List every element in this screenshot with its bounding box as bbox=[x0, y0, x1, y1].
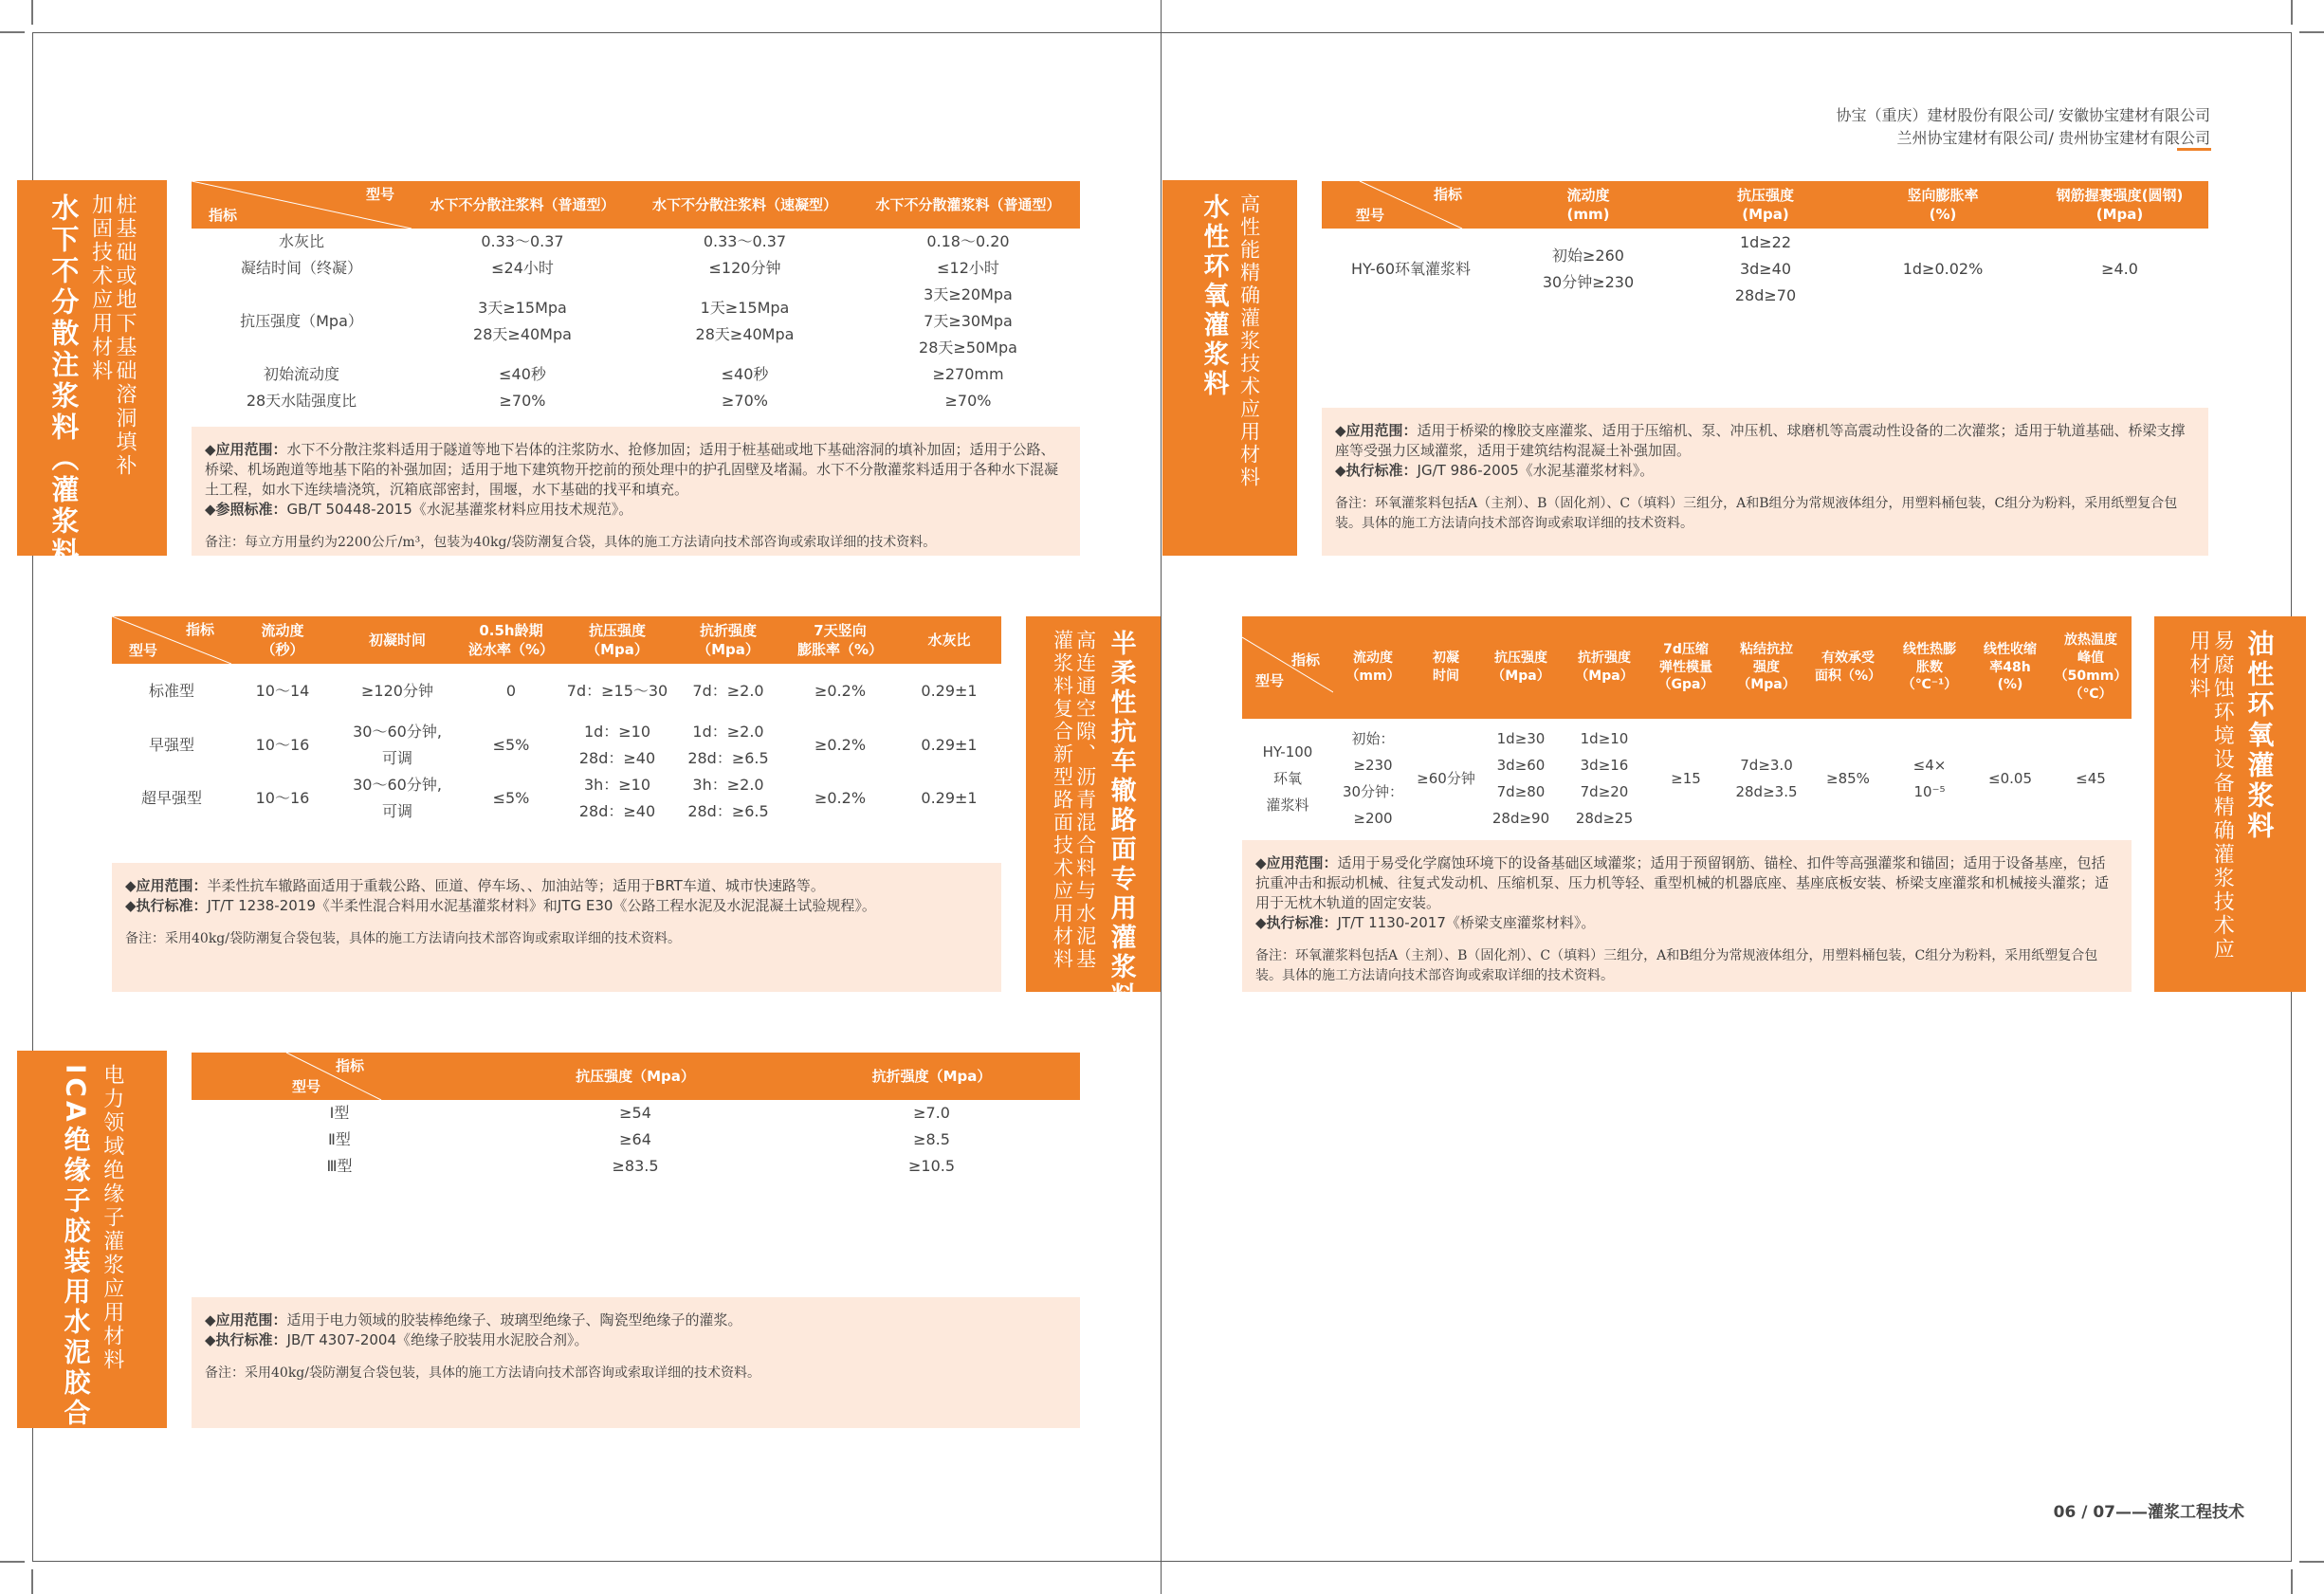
s2-cell: 3h：≥2.0 28d：≥6.5 bbox=[687, 776, 769, 820]
s3-col-2: 抗折强度（Mpa） bbox=[783, 1053, 1080, 1100]
s5-cell: ≤0.05 bbox=[1988, 770, 2032, 787]
s5-col-7: 有效承受 面积（%） bbox=[1807, 616, 1889, 719]
s5-col-1: 流动度 （mm） bbox=[1333, 616, 1413, 719]
s1-cell: 0.33～0.37 bbox=[703, 232, 787, 250]
s4-col-1: 流动度 (mm) bbox=[1500, 181, 1676, 229]
s5-col-6: 粘结抗拉 强度 （Mpa） bbox=[1726, 616, 1807, 719]
s1-row-label: 抗压强度（Mpa） bbox=[240, 312, 363, 330]
s1-std-text: GB/T 50448-2015《水泥基灌浆材料应用技术规范》。 bbox=[286, 501, 633, 518]
s1-cell: 3天≥15Mpa 28天≥40Mpa bbox=[473, 299, 572, 343]
s4-subtitle: 高性能精确灌浆技术应用材料 bbox=[1237, 193, 1261, 489]
s5-col-9: 线性收缩 率48h (%) bbox=[1970, 616, 2050, 719]
s1-cell: ≥70% bbox=[722, 392, 768, 410]
s3-cell: ≥64 bbox=[619, 1130, 651, 1148]
s1-app-text: 水下不分散注浆料适用于隧道等地下岩体的注浆防水、抢修加固；适用于桩基础或地下基础溶洞的填补加固；适用于公路、桥梁、机场跑道等地基下陷的补强加固；适用于地下建筑物开挖前的预处理中的护孔固壁及堵漏。水下不分散灌浆料适用于各种水下混凝土工程，如水下连续墙浇筑，沉箱底部密封，围堰，水下基础的找平和填充。 bbox=[205, 441, 1059, 498]
s5-cell: 1d≥30 3d≥60 7d≥80 28d≥90 bbox=[1491, 730, 1550, 827]
s1-subtitle: 桩基础或地下基础溶洞填补 加固技术应用材料 bbox=[88, 193, 137, 478]
company-line-1: 协宝（重庆）建材股份有限公司/ 安徽协宝建材有限公司 bbox=[1836, 106, 2210, 124]
s2-cell: 3h：≥10 28d：≥40 bbox=[578, 776, 656, 820]
s1-table bbox=[192, 181, 1080, 414]
s3-subtitle: 电力领域绝缘子灌浆应用材料 bbox=[100, 1064, 124, 1372]
crop-mark bbox=[2299, 1561, 2324, 1563]
s5-cell: ≥85% bbox=[1826, 770, 1870, 787]
s5-col-8: 线性热膨 胀数 （℃⁻¹） bbox=[1889, 616, 1970, 719]
s4-app-label: ◆应用范围： bbox=[1335, 422, 1418, 439]
s1-row-label: 28天水陆强度比 bbox=[246, 392, 357, 410]
s1-title-block bbox=[17, 180, 167, 600]
s5-title-block bbox=[2154, 616, 2306, 992]
s5-cell: 1d≥10 3d≥16 7d≥20 28d≥25 bbox=[1575, 730, 1634, 827]
s2-col-5: 抗折强度 （Mpa） bbox=[673, 616, 783, 664]
s2-row-label: 早强型 bbox=[148, 736, 194, 754]
s5-std-text: JT/T 1130-2017《桥梁支座灌浆材料》。 bbox=[1337, 914, 1596, 931]
s1-app-label: ◆应用范围： bbox=[205, 441, 287, 458]
s3-corner-bottom: 型号 bbox=[292, 1077, 321, 1095]
s5-corner-top: 指标 bbox=[1290, 651, 1320, 669]
s3-title: ICA绝缘子胶装用水泥胶合剂 bbox=[60, 1064, 92, 1459]
s2-app-label: ◆应用范围： bbox=[125, 877, 208, 894]
s4-title: 水性环氧灌浆料 bbox=[1199, 193, 1229, 399]
s2-cell: 7d：≥15～30 bbox=[566, 682, 668, 700]
s4-std-text: JG/T 986-2005《水泥基灌浆材料》。 bbox=[1417, 462, 1655, 479]
s2-cell: ≤5% bbox=[492, 789, 530, 807]
s1-cell: ≤40秒 bbox=[499, 365, 546, 383]
s1-cell: ≤12小时 bbox=[937, 259, 999, 277]
s1-cell: ≥70% bbox=[499, 392, 546, 410]
crop-mark bbox=[2299, 31, 2324, 33]
s3-cell: ≥8.5 bbox=[913, 1130, 950, 1148]
s1-col-1: 水下不分散注浆料（普通型） bbox=[412, 181, 633, 229]
s3-app-text: 适用于电力领域的胶装棒绝缘子、玻璃型绝缘子、陶瓷型绝缘子的灌浆。 bbox=[286, 1311, 742, 1328]
s3-app-label: ◆应用范围： bbox=[205, 1311, 287, 1328]
s2-cell: 0.29±1 bbox=[921, 736, 978, 754]
s4-cell: 初始≥260 30分钟≥230 bbox=[1542, 247, 1635, 291]
s1-row-label: 初始流动度 bbox=[263, 365, 339, 383]
s5-col-5: 7d压缩 弹性模量 （Gpa） bbox=[1646, 616, 1726, 719]
s4-col-2: 抗压强度 (Mpa) bbox=[1676, 181, 1855, 229]
s2-std-label: ◆执行标准： bbox=[125, 897, 208, 914]
s1-cell: ≤40秒 bbox=[721, 365, 769, 383]
s4-app-text: 适用于桥梁的橡胶支座灌浆、适用于压缩机、泵、冲压机、球磨机等高震动性设备的二次灌浆；适用于轨道基础、桥梁支撑座等受强力区域灌浆，适用于建筑结构混凝土补强加固。 bbox=[1335, 422, 2186, 459]
s3-row-label: Ⅰ型 bbox=[329, 1104, 350, 1122]
s5-cell: 初始： ≥230 30分钟： ≥200 bbox=[1342, 730, 1404, 827]
crop-mark bbox=[31, 1569, 33, 1594]
s3-note-box bbox=[192, 1297, 1080, 1428]
s1-remark: 备注：每立方用量约为2200公斤/m³，包装为40kg/袋防潮复合袋，具体的施工方法请向技术部咨询或索取详细的技术资料。 bbox=[205, 535, 937, 550]
s4-table bbox=[1322, 181, 2208, 310]
crop-mark bbox=[2291, 0, 2293, 25]
header-accent-bar bbox=[2177, 148, 2211, 151]
s1-cell: ≤120分钟 bbox=[708, 259, 781, 277]
s2-cell: ≥0.2% bbox=[814, 682, 867, 700]
s1-corner-top: 型号 bbox=[365, 186, 394, 203]
company-header bbox=[1837, 104, 2210, 150]
s2-cell: 1d：≥2.0 28d：≥6.5 bbox=[687, 723, 769, 767]
s4-table-corner bbox=[1322, 181, 1500, 229]
s2-std-text: JT/T 1238-2019《半柔性混合料用水泥基灌浆材料》和JTG E30《公路工程水泥及水泥混凝土试验规程》。 bbox=[207, 897, 876, 914]
s5-title: 油性环氧灌浆料 bbox=[2243, 630, 2276, 842]
s1-table-corner bbox=[192, 181, 412, 229]
s4-col-3: 竖向膨胀率 (%) bbox=[1855, 181, 2031, 229]
page-number: 06 / 07——灌浆工程技术 bbox=[2053, 1503, 2244, 1522]
page-fold-line bbox=[1161, 0, 1162, 1594]
s4-note-box bbox=[1322, 408, 2208, 556]
s3-table bbox=[192, 1053, 1080, 1180]
s2-row-label: 超早强型 bbox=[140, 789, 202, 807]
s2-title-block bbox=[1026, 616, 1161, 1012]
s5-row-label: HY-100 环氧 灌浆料 bbox=[1262, 743, 1313, 814]
s2-corner-bottom: 型号 bbox=[129, 641, 158, 659]
s5-cell: ≤4× 10⁻⁵ bbox=[1912, 757, 1947, 800]
s3-std-text: JB/T 4307-2004《绝缘子胶装用水泥胶合剂》。 bbox=[286, 1331, 589, 1348]
crop-mark bbox=[31, 0, 33, 25]
s3-table-corner bbox=[192, 1053, 487, 1100]
crop-mark bbox=[0, 1561, 25, 1563]
s2-col-2: 初凝时间 bbox=[334, 616, 461, 664]
s4-corner-top: 指标 bbox=[1433, 186, 1462, 203]
s2-title: 半柔性抗车辙路面专用灌浆料 bbox=[1106, 630, 1136, 1012]
s4-row-label: HY-60环氧灌浆料 bbox=[1350, 260, 1472, 278]
s5-corner-bottom: 型号 bbox=[1255, 671, 1285, 689]
company-line-2: 兰州协宝建材有限公司/ 贵州协宝建材有限公司 bbox=[1896, 129, 2210, 147]
s1-corner-bottom: 指标 bbox=[209, 206, 238, 224]
s5-cell: 7d≥3.0 28d≥3.5 bbox=[1735, 757, 1798, 800]
s2-cell: 0 bbox=[505, 682, 517, 700]
s5-table-corner bbox=[1242, 616, 1333, 719]
s5-col-4: 抗折强度 （Mpa） bbox=[1563, 616, 1646, 719]
s3-cell: ≥7.0 bbox=[913, 1104, 950, 1122]
s2-cell: 1d：≥10 28d：≥40 bbox=[578, 723, 656, 767]
crop-mark bbox=[2291, 1569, 2293, 1594]
s4-std-label: ◆执行标准： bbox=[1335, 462, 1418, 479]
s1-std-label: ◆参照标准： bbox=[205, 501, 287, 518]
s1-note-box bbox=[192, 427, 1080, 556]
s3-remark: 备注：采用40kg/袋防潮复合袋包装，具体的施工方法请向技术部咨询或索取详细的技术资料。 bbox=[205, 1365, 760, 1381]
s1-row-label: 凝结时间（终凝） bbox=[240, 259, 362, 277]
s1-cell: 0.33～0.37 bbox=[481, 232, 564, 250]
s1-cell: 3天≥20Mpa 7天≥30Mpa 28天≥50Mpa bbox=[919, 285, 1017, 357]
s2-app-text: 半柔性抗车辙路面适用于重载公路、匝道、停车场、、加油站等；适用于BRT车道、城市快速路等。 bbox=[207, 877, 825, 894]
s2-cell: ≥0.2% bbox=[814, 789, 867, 807]
s1-cell: ≥270mm bbox=[932, 365, 1004, 383]
s2-cell: 30～60分钟, 可调 bbox=[353, 723, 442, 767]
s5-cell: ≥15 bbox=[1671, 770, 1701, 787]
s2-cell: ≤5% bbox=[492, 736, 530, 754]
s5-note-box bbox=[1242, 840, 2132, 992]
s5-col-3: 抗压强度 （Mpa） bbox=[1479, 616, 1563, 719]
s2-cell: 10～14 bbox=[255, 682, 310, 700]
s5-std-label: ◆执行标准： bbox=[1255, 914, 1338, 931]
crop-mark bbox=[0, 31, 25, 33]
s4-title-block bbox=[1162, 180, 1297, 556]
s2-col-6: 7天竖向 膨胀率（%） bbox=[783, 616, 897, 664]
s2-subtitle: 高连通空隙、沥青混合料与水泥基 灌浆料复合新型路面技术应用材料 bbox=[1051, 630, 1097, 971]
s4-cell: 1d≥0.02% bbox=[1902, 260, 1984, 278]
s2-row-label: 标准型 bbox=[148, 682, 194, 700]
s2-cell: 7d：≥2.0 bbox=[692, 682, 764, 700]
s2-cell: 10～16 bbox=[255, 789, 310, 807]
s3-cell: ≥10.5 bbox=[907, 1157, 956, 1175]
s3-cell: ≥83.5 bbox=[612, 1157, 659, 1175]
s2-col-7: 水灰比 bbox=[897, 616, 1001, 664]
s3-cell: ≥54 bbox=[619, 1104, 651, 1122]
s1-col-2: 水下不分散注浆料（速凝型） bbox=[633, 181, 856, 229]
s2-corner-top: 指标 bbox=[185, 621, 214, 638]
s4-remark: 备注：环氧灌浆料包括A（主剂）、B（固化剂）、C（填料）三组分，A和B组分为常规液体组分，用塑料桶包装，C组分为粉料，采用纸塑复合包装。具体的施工方法请向技术部咨询或索取详细的技术资料。 bbox=[1335, 496, 2178, 531]
s1-cell: ≤24小时 bbox=[491, 259, 554, 277]
s5-app-label: ◆应用范围： bbox=[1255, 854, 1338, 871]
s5-subtitle: 易腐蚀环境设备精确灌浆技术应用材料 bbox=[2186, 630, 2235, 962]
s2-cell: ≥0.2% bbox=[814, 736, 867, 754]
s5-app-text: 适用于易受化学腐蚀环境下的设备基础区域灌浆；适用于预留钢筋、锚栓、扣件等高强灌浆和锚固；适用于设备基座，包括抗重冲击和振动机械、往复式发动机、压缩机泵、压力机等轻、重型机械的机器底座、基座底板安装、桥梁支座灌浆和机械接头灌浆；适用于无枕木轨道的固定安装。 bbox=[1255, 854, 2110, 911]
s1-row-label: 水灰比 bbox=[278, 232, 324, 250]
s3-title-block bbox=[17, 1051, 167, 1459]
s1-cell: ≥70% bbox=[944, 392, 992, 410]
s4-cell: 1d≥22 3d≥40 28d≥70 bbox=[1734, 233, 1797, 304]
s1-cell: 0.18～0.20 bbox=[926, 232, 1010, 250]
s2-remark: 备注：采用40kg/袋防潮复合袋包装，具体的施工方法请向技术部咨询或索取详细的技术资料。 bbox=[125, 931, 681, 946]
s1-cell: 1天≥15Mpa 28天≥40Mpa bbox=[695, 299, 795, 343]
s2-table bbox=[112, 616, 1001, 825]
s3-row-label: Ⅲ型 bbox=[326, 1157, 353, 1175]
s4-col-4: 钢筋握裹强度(圆钢) (Mpa) bbox=[2031, 181, 2208, 229]
s2-cell: 10～16 bbox=[255, 736, 310, 754]
s3-col-1: 抗压强度（Mpa） bbox=[487, 1053, 783, 1100]
s5-remark: 备注：环氧灌浆料包括A（主剂）、B（固化剂）、C（填料）三组分，A和B组分为常规液体组分，用塑料桶包装，C组分为粉料，采用纸塑复合包装。具体的施工方法请向技术部咨询或索取详细的技术资料。 bbox=[1255, 948, 2098, 983]
s3-std-label: ◆执行标准： bbox=[205, 1331, 287, 1348]
s3-row-label: Ⅱ型 bbox=[328, 1130, 351, 1148]
s2-col-1: 流动度 （秒） bbox=[231, 616, 334, 664]
s2-col-3: 0.5h龄期 泌水率（%） bbox=[461, 616, 561, 664]
s5-cell: ≤45 bbox=[2076, 770, 2106, 787]
s4-corner-bottom: 型号 bbox=[1356, 206, 1385, 224]
s1-col-3: 水下不分散灌浆料（普通型） bbox=[856, 181, 1080, 229]
s2-cell: 0.29±1 bbox=[921, 682, 978, 700]
s2-col-4: 抗压强度 （Mpa） bbox=[561, 616, 673, 664]
s2-note-box bbox=[112, 863, 1001, 992]
s5-col-2: 初凝 时间 bbox=[1413, 616, 1479, 719]
s5-cell: ≥60分钟 bbox=[1417, 770, 1475, 787]
s5-col-10: 放热温度 峰值 （50mm） （℃） bbox=[2050, 616, 2132, 719]
s1-title: 水下不分散注浆料（灌浆料） bbox=[47, 193, 81, 600]
s2-cell: 0.29±1 bbox=[921, 789, 978, 807]
s4-cell: ≥4.0 bbox=[2101, 260, 2138, 278]
s2-cell: 30～60分钟, 可调 bbox=[353, 776, 442, 820]
s3-corner-top: 指标 bbox=[335, 1057, 364, 1074]
s2-table-corner bbox=[112, 616, 231, 664]
s5-table bbox=[1242, 616, 2132, 838]
s2-cell: ≥120分钟 bbox=[361, 682, 433, 700]
